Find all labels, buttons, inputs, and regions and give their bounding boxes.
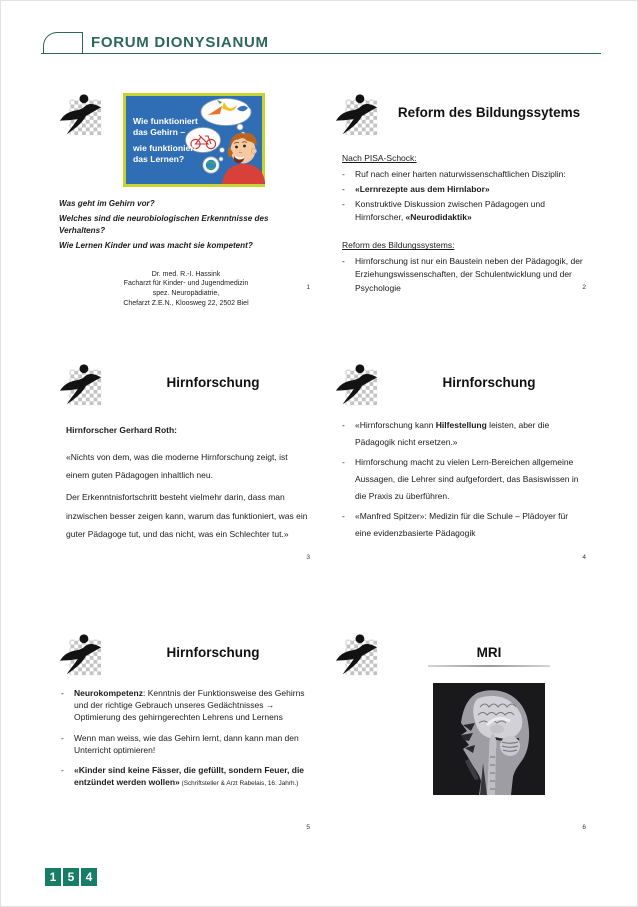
slide-title: Reform des Bildungssytems [397,105,581,120]
dionysianum-logo-icon [59,93,105,139]
header-bracket-icon [43,32,83,54]
bullet-text: «Kinder sind keine Fässer, die gefüllt, sondern Feuer, die entzündet werden wollen» (Schriftsteller & Arzt Rabelais, 16. Jahrh.) [74,765,305,788]
bullet-text: Konstruktive Diskussion zwischen Pädagogen und Hirnforscher, «Neurodidaktik» [355,199,545,223]
slide-page-number: 6 [582,824,586,831]
slide-title: Hirnforschung [442,375,536,390]
bullet-item [61,688,309,724]
section-heading: Reform des Bildungssystems: [342,240,455,251]
page-number-digit: 4 [81,868,97,886]
bullet-text: Hirnforschung ist nur ein Baustein neben der Pädagogik, der Erziehungswissenschaften, der Schulentwicklung und der Psychologie [355,256,583,293]
section-heading: Nach PISA-Schock: [342,153,417,163]
bullet-item [342,417,585,451]
bullet-item [342,183,585,196]
dionysianum-logo-icon [335,93,381,139]
cover-question: Was geht im Gehirn vor? [59,199,155,208]
bullet-dash: - [342,457,345,467]
author-line: spez. Neuropädiatrie, [152,290,220,298]
bullet-text: «Lernrezepte aus dem Hirnlabor» [355,183,490,194]
slide-subtitle: Hirnforscher Gerhard Roth: [66,425,177,435]
slide-page-number: 4 [582,554,586,561]
dionysianum-logo-icon [59,633,105,679]
author-line: Facharzt für Kinder- und Jugendmedizin [123,280,249,288]
author-block [51,270,321,309]
slide-page-number: 2 [582,284,586,291]
slide-1-cover [51,87,321,309]
header-rule [41,53,601,54]
bullet-item [342,198,585,224]
bullet-dash: - [342,256,345,267]
bullet-text: Ruf nach einer harten naturwissenschaftlichen Disziplin: [355,168,566,179]
bullet-text: Wenn man weiss, wie das Gehirn lernt, dann kann man den Unterricht optimieren! [74,732,299,755]
author-line: Dr. med. R.-I. Hassink [151,270,221,278]
dionysianum-logo-icon [59,363,105,409]
bullet-text: Hirnforschung macht zu vielen Lern-Bereichen allgemeine Aussagen, die Lehrer sind aufgefordert, das Basiswissen in die Praxis zu überführen. [355,457,579,501]
bullet-item [61,733,309,757]
bullet-item [342,454,585,505]
slide-title: Hirnforschung [166,375,260,390]
bullet-dash: - [342,420,345,430]
slide-page-number: 5 [306,824,310,831]
bullet-item [342,255,585,295]
bullet-dash: - [342,511,345,521]
slide-title: Hirnforschung [166,645,260,660]
bullet-text: «Manfred Spitzer»: Medizin für die Schule – Plädoyer für eine evidenzbasierte Pädagogik [355,511,569,538]
cover-illustration [123,93,265,187]
slide-3-hirnforschung [51,357,321,579]
cover-question: Welches sind die neurobiologischen Erkenntnisse des Verhaltens? [59,214,269,236]
bullet-dash: - [61,765,64,776]
bullet-dash: - [61,688,64,698]
page-number-digit: 1 [45,868,61,886]
dionysianum-logo-icon [335,633,381,679]
bullet-dash: - [61,732,64,743]
slide-page-number: 1 [306,284,310,291]
slide-5-hirnforschung [51,627,321,849]
slide-page-number: 3 [306,554,310,561]
page-title: FORUM DIONYSIANUM [91,34,269,51]
cover-question: Wie Lernen Kinder und was macht sie kompetent? [59,241,253,251]
quote-paragraph: «Nichts von dem, was die moderne Hirnforschung zeigt, ist einem guten Pädagogen inhaltlich neu. [66,451,288,481]
slide-4-hirnforschung [327,357,597,579]
title-underline [428,665,550,667]
bullet-item [61,765,309,789]
slide-6-mri [327,627,597,849]
book-page-number [45,868,97,886]
bullet-dash: - [342,168,345,179]
page-header [41,29,601,59]
bullet-text: Neurokompetenz: Kenntnis der Funktionsweise des Gehirns und der richtige Gebrauch unseres Gedächtnisses → Optimierung des gehirngerechten Lehrens und Lernens [74,688,305,722]
bullet-item [342,508,585,542]
bullet-dash: - [342,183,345,194]
quote-paragraph: Der Erkenntnisfortschritt besteht vielmehr darin, dass man inzwischen besser zeigen kann, warum das funktioniert, was ein guter Pädagoge tut, und das nicht, was ein Schlechter tut.» [66,492,308,539]
bullet-dash: - [342,199,345,210]
slide-title: MRI [476,645,502,660]
author-line: Chefarzt Z.E.N., Kloosweg 22, 2502 Biel [123,299,249,307]
bullet-item [342,168,585,181]
dionysianum-logo-icon [335,363,381,409]
page-number-digit: 5 [63,868,79,886]
bullet-text: «Hirnforschung kann Hilfestellung leisten, aber die Pädagogik nicht ersetzen.» [355,420,550,447]
mri-brain-scan-image [433,683,545,795]
slide-2-reform [327,87,597,309]
